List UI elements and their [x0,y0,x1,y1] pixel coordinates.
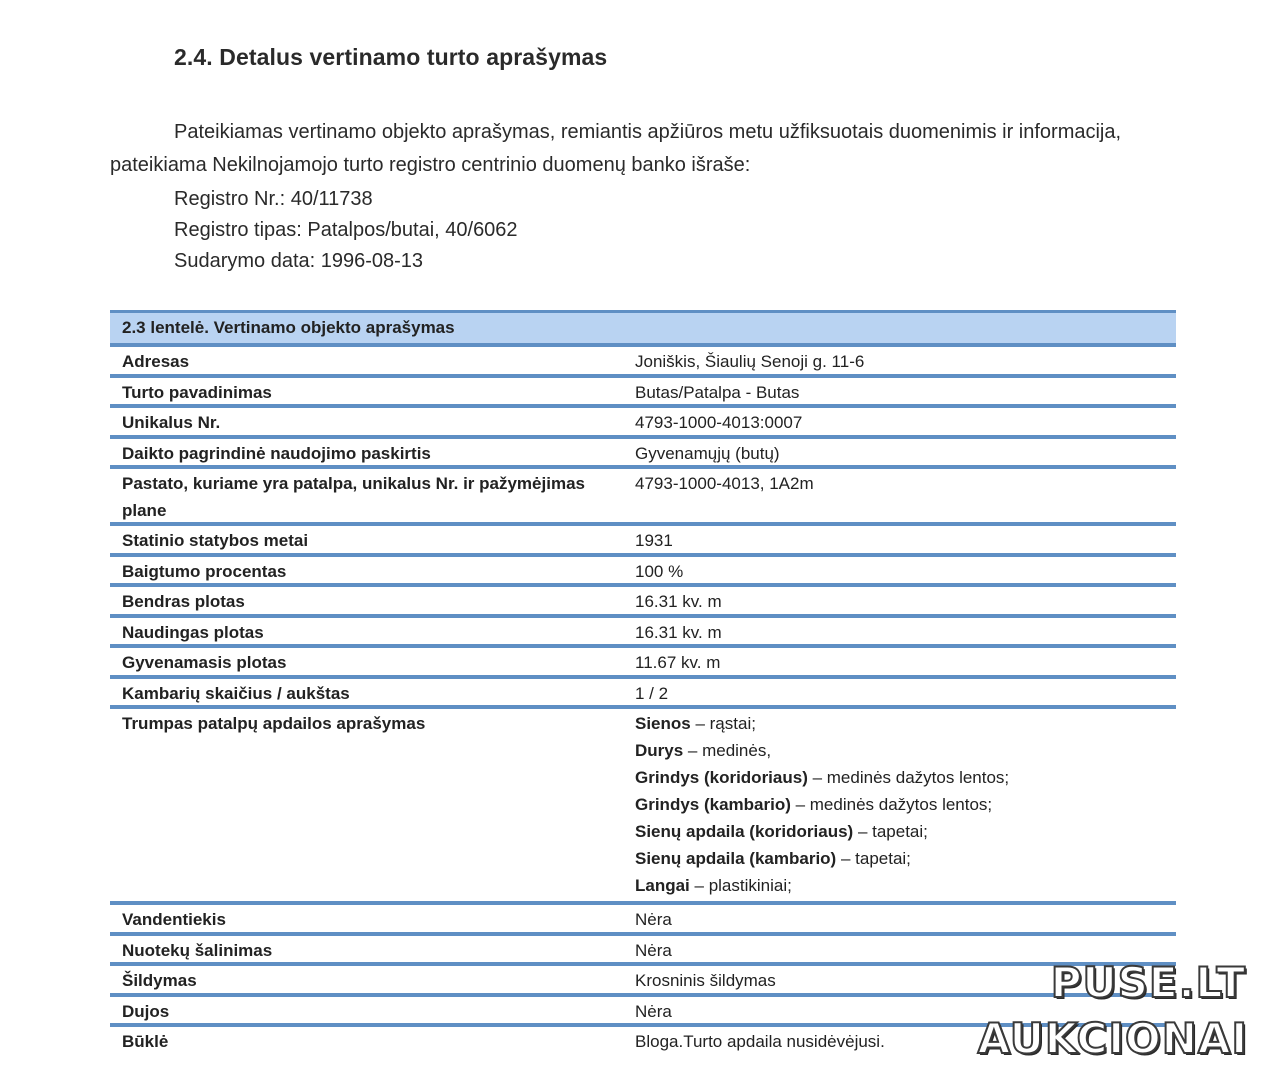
row-value: 16.31 kv. m [635,592,722,611]
row-label: Kambarių skaičius / aukštas [122,683,350,703]
row-value: 4793-1000-4013:0007 [635,413,803,432]
row-label: Daikto pagrindinė naudojimo paskirtis [122,443,431,463]
row-label: Unikalus Nr. [122,413,221,432]
row-label: Pastato, kuriame yra patalpa, unikalus Nr. ir pažymėjimas plane [122,474,585,520]
finish-item: Grindys (koridoriaus) – medinės dažytos lentos; [635,768,1010,787]
table-row [110,408,1176,439]
property-description-table [110,310,1176,1058]
table-row [110,378,1176,409]
row-label: Adresas [122,352,190,371]
table-row [110,587,1176,618]
row-label: Šildymas [122,971,197,990]
row-value: Nėra [635,940,672,960]
row-label: Nuotekų šalinimas [122,940,273,960]
row-value: Joniškis, Šiaulių Senoji g. 11-6 [635,352,865,371]
table-row [110,526,1176,557]
watermark-line-1: PUSE.LT [1050,958,1246,1007]
row-value: Bloga.Turto apdaila nusidėvėjusi. [635,1032,885,1051]
row-value: Butas/Patalpa - Butas [635,382,800,402]
finish-item: Grindys (kambario) – medinės dažytos lentos; [635,795,993,814]
table-row [110,439,1176,470]
row-label: Vandentiekis [122,910,226,929]
table-row [110,469,1176,526]
row-value: Krosninis šildymas [635,971,776,990]
registry-type: Registro tipas: Patalpos/butai, 40/6062 [174,219,518,241]
row-label: Baigtumo procentas [122,561,287,581]
row-value: 16.31 kv. m [635,622,722,642]
finish-item: Sienos – rąstai; [635,714,756,733]
finish-item: Sienų apdaila (koridoriaus) – tapetai; [635,822,928,841]
table-row [110,618,1176,649]
watermark-line-2: AUKCIONAI [977,1014,1248,1063]
row-label: Statinio statybos metai [122,531,309,550]
finish-description-row [110,709,1176,905]
row-label: Gyvenamasis plotas [122,653,287,672]
row-label: Turto pavadinimas [122,382,272,402]
row-label: Būklė [122,1032,169,1051]
table-row [110,557,1176,588]
table-row [110,347,1176,378]
section-heading: 2.4. Detalus vertinamo turto aprašymas [174,44,608,70]
row-label: Bendras plotas [122,592,245,611]
table-row [110,905,1176,936]
table-row [110,936,1176,967]
finish-item: Durys – medinės, [635,741,772,760]
finish-item: Langai – plastikiniai; [635,876,792,895]
table-row [110,679,1176,710]
table-row [110,966,1176,997]
row-value: 11.67 kv. m [635,653,721,672]
row-label: Trumpas patalpų apdailos aprašymas [122,714,426,733]
row-value: 1 / 2 [635,683,669,703]
registry-date: Sudarymo data: 1996-08-13 [174,250,424,272]
intro-paragraph: Pateikiamas vertinamo objekto aprašymas, remiantis apžiūros metu užfiksuotais duomenimis ir informacija, pateikiama Nekilnojamojo turto registro centrinio duomenų banko išraše: [110,121,1122,176]
finish-item: Sienų apdaila (kambario) – tapetai; [635,849,911,868]
row-value: Nėra [635,1001,672,1021]
row-value: 1931 [635,531,673,550]
row-label: Naudingas plotas [122,622,264,642]
table-row [110,648,1176,679]
row-value: 100 % [635,561,684,581]
table-caption: 2.3 lentelė. Vertinamo objekto aprašymas [110,310,1176,347]
finish-list [622,710,1176,901]
row-value: Gyvenamųjų (butų) [635,443,780,463]
registry-number: Registro Nr.: 40/11738 [174,188,373,210]
row-label: Dujos [122,1001,170,1021]
row-value: Nėra [635,910,672,929]
row-value: 4793-1000-4013, 1A2m [635,474,814,493]
